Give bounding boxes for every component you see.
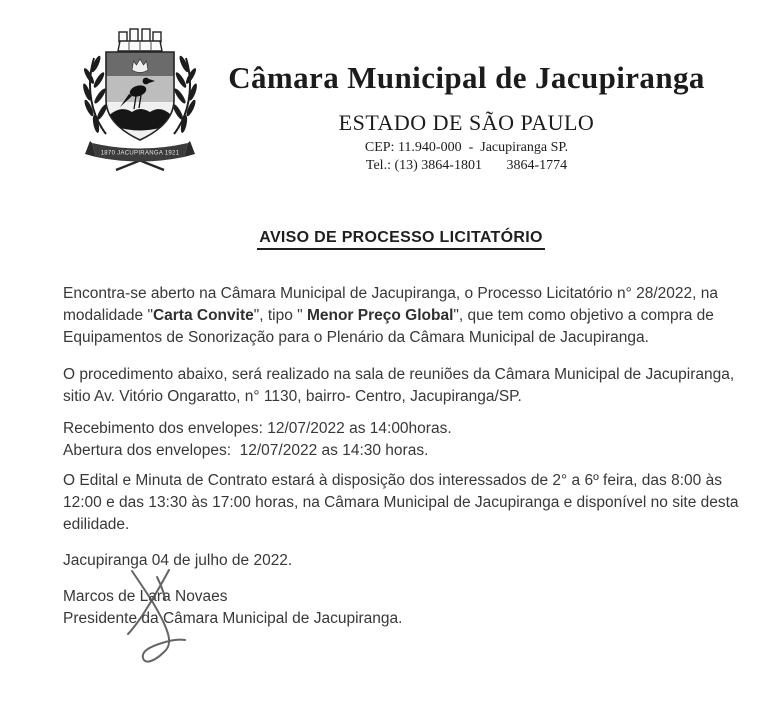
line-opening: Abertura dos envelopes: 12/07/2022 as 14:30 horas. — [63, 442, 429, 459]
date-line: Jacupiranga 04 de julho de 2022. — [63, 552, 293, 569]
paragraph-intro-seg1: Encontra-se aberto na Câmara Municipal de Jacupiranga, o Processo Licitatório n° 28/2022, na modalidade " — [63, 285, 718, 324]
state-line: ESTADO DE SÃO PAULO — [338, 110, 595, 135]
modalidade-value: Carta Convite — [152, 307, 254, 324]
paragraph-intro-seg5: ", que tem como objetivo a compra de Equipamentos de Sonorização para o Plenário da Câmara Municipal de Jacupiranga. — [63, 307, 714, 346]
org-name: Câmara Municipal de Jacupiranga — [228, 60, 705, 95]
right-branch-icon — [171, 55, 198, 134]
tipo-value: Menor Preço Global — [306, 307, 454, 324]
coat-of-arms-icon — [72, 24, 208, 172]
letterhead — [0, 0, 767, 174]
line-receiving: Recebimento dos envelopes: 12/07/2022 as 14:00horas. — [63, 420, 452, 437]
notice-heading: AVISO DE PROCESSO LICITATÓRIO — [257, 229, 544, 250]
coat-of-arms — [72, 24, 208, 172]
signer-name: Marcos de Lara Novaes — [63, 588, 228, 605]
paragraph-edital: O Edital e Minuta de Contrato estará à disposição dos interessados de 2° a 6º feira, das 8:00 às 12:00 e das 13:30 às 17:00 horas, na Câmara Municipal de Jacupiranga e disponível no site desta edilidade. — [63, 472, 739, 533]
notice-body — [0, 229, 767, 630]
notice-heading-row — [63, 229, 739, 250]
mountains-icon — [106, 109, 174, 131]
paragraph-intro-seg3: ", tipo " — [253, 307, 307, 324]
letterhead-text — [214, 24, 719, 174]
left-branch-icon — [81, 55, 108, 134]
banner-ribbon-icon — [85, 141, 195, 170]
paragraph-location: O procedimento abaixo, será realizado na sala de reuniões da Câmara Municipal de Jacupiranga, sitio Av. Vitório Ongaratto, n° 1130, bairro- Centro, Jacupiranga/SP. — [63, 366, 735, 405]
crest-banner-text: 1870 JACUPIRANGA 1921 — [100, 150, 180, 157]
cep-line: CEP: 11.940-000 - Jacupiranga SP. — [364, 140, 569, 155]
mural-crown-icon — [118, 29, 162, 51]
signer-title: Presidente da Câmara Municipal de Jacupiranga. — [63, 610, 403, 627]
shield-icon — [106, 52, 174, 142]
signature-block — [63, 586, 739, 630]
tel-line: Tel.: (13) 3864-1801 3864-1774 — [365, 158, 568, 173]
paragraph-intro — [63, 283, 739, 349]
